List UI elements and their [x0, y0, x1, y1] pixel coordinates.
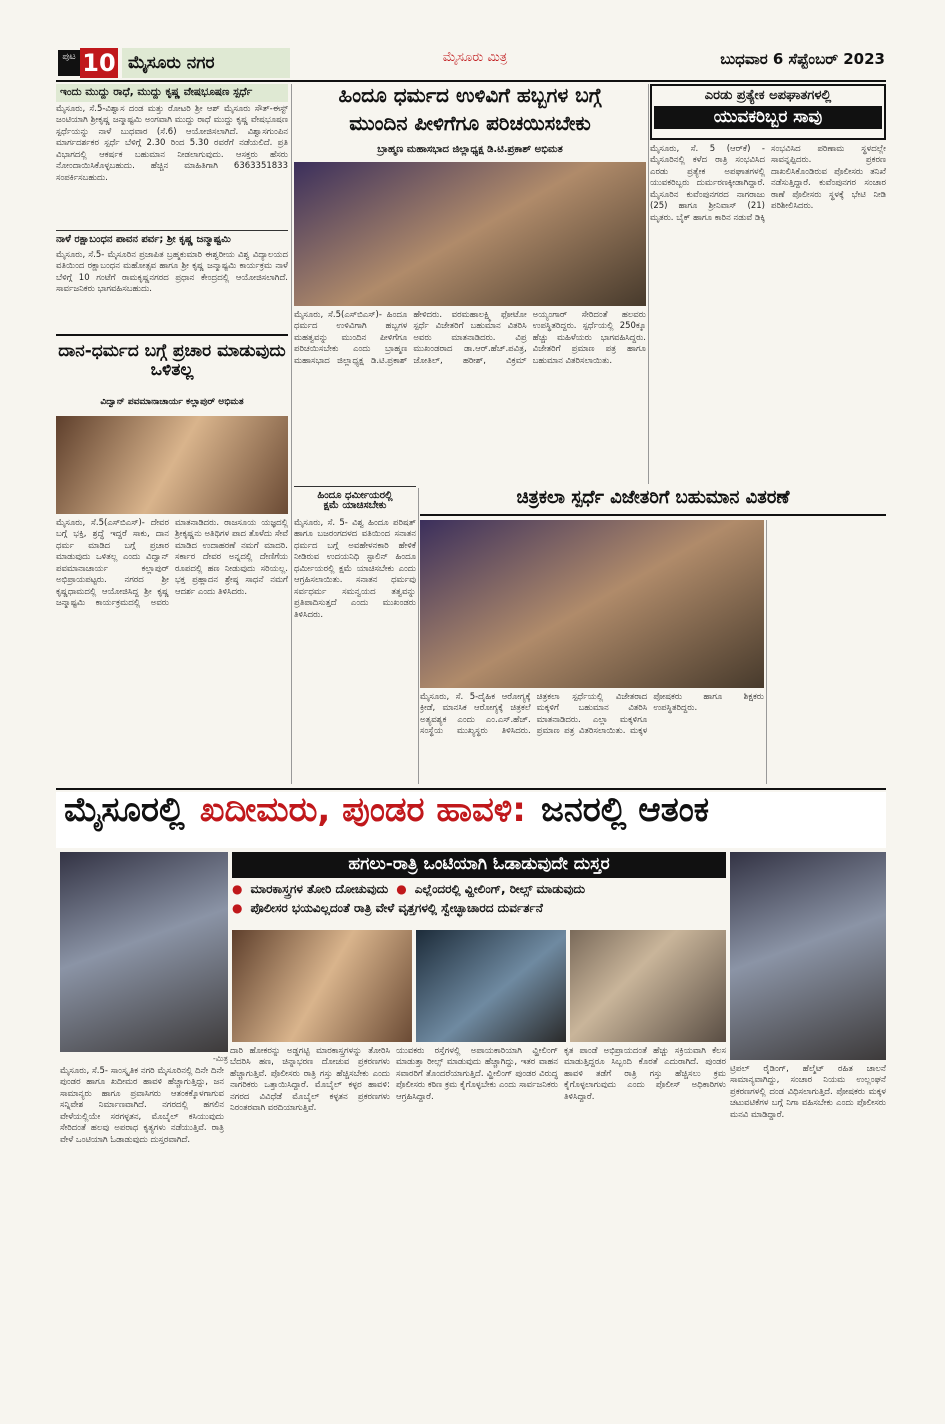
story8-triple-riding-photo — [60, 852, 228, 1052]
story8-cctv-photo — [416, 930, 566, 1042]
story5-headline-line1: ಎರಡು ಪ್ರತ್ಯೇಕ ಅಪಘಾತಗಳಲ್ಲಿ — [704, 88, 832, 103]
story8-credit: -ಮಿತ್ರ — [212, 1054, 228, 1063]
story4-headline-line1: ಹಿಂದೂ ಧರ್ಮದ ಉಳಿವಿಗೆ ಹಬ್ಬಗಳ ಬಗ್ಗೆ — [338, 83, 602, 107]
story8-body-col4: ಕೃತ ಪಾಂಡೆ ಅಭಿಪ್ರಾಯದಂತೆ ಹೆಚ್ಚು ಸಕ್ರಿಯವಾಗಿ ಕೆಲಸ ಮಾಡುತ್ತಿದ್ದರೂ ಸಿಬ್ಬಂದಿ ಕೊರತೆ ಎದುರಾಗಿದೆ. ಪುಂಡರ ಹಾವಳಿ ತಡೆಗೆ ರಾತ್ರಿ ಗಸ್ತು ಹೆಚ್ಚಿಸಲು ಕ್ರಮ ಕೈಗೊಳ್ಳಲಾಗುವುದು ಎಂದು ಪೊಲೀಸ್ ಅಧಿಕಾರಿಗಳು ತಿಳಿಸಿದ್ದಾರೆ. — [564, 1046, 726, 1102]
column-separator — [766, 520, 767, 784]
page-number: 10 — [80, 48, 118, 78]
story1-headline: ಇಂದು ಮುದ್ದು ರಾಧೆ, ಮುದ್ದು ಕೃಷ್ಣ ವೇಷಭೂಷಣ ಸ್ಪರ್ಧೆ — [60, 86, 253, 98]
story7-body-continued — [768, 520, 886, 784]
column-separator — [291, 84, 292, 784]
story7-body: ಮೈಸೂರು, ಸೆ. 5-ದೈಹಿಕ ಆರೋಗ್ಯಕ್ಕೆ ಕ್ರೀಡೆ, ಮಾನಸಿಕ ಆರೋಗ್ಯಕ್ಕೆ ಚಿತ್ರಕಲೆ ಅತ್ಯವಶ್ಯಕ ಎಂದು ಎಂ.ಎಸ್.ಹೆಚ್. ಸಂಸ್ಥೆಯ ಮುಖ್ಯಸ್ಥರು ತಿಳಿಸಿದರು. ಚಿತ್ರಕಲಾ ಸ್ಪರ್ಧೆಯಲ್ಲಿ ವಿಜೇತರಾದ ಮಕ್ಕಳಿಗೆ ಬಹುಮಾನ ವಿತರಿಸಿ ಮಾತನಾಡಿದರು. ಎಲ್ಲಾ ಮಕ್ಕಳಿಗೂ ಪ್ರಮಾಣ ಪತ್ರ ವಿತರಿಸಲಾಯಿತು. ಮಕ್ಕಳ ಪೋಷಕರು ಹಾಗೂ ಶಿಕ್ಷಕರು ಉಪಸ್ಥಿತರಿದ್ದರು. — [420, 692, 764, 737]
story8-subhead: ಹಗಲು-ರಾತ್ರಿ ಒಂಟಿಯಾಗಿ ಓಡಾಡುವುದೇ ದುಸ್ತರ — [232, 852, 726, 878]
story8-body-col2: ದಾರಿ ಹೋಕರನ್ನು ಅಡ್ಡಗಟ್ಟಿ ಮಾರಕಾಸ್ತ್ರಗಳನ್ನು ತೋರಿಸಿ ಬೆದರಿಸಿ ಹಣ, ಚಿನ್ನಾಭರಣ ದೋಚುವ ಪ್ರಕರಣಗಳು ಹೆಚ್ಚಾಗುತ್ತಿವೆ. ಪೊಲೀಸರು ರಾತ್ರಿ ಗಸ್ತು ಹೆಚ್ಚಿಸಬೇಕು ಎಂದು ನಾಗರಿಕರು ಒತ್ತಾಯಿಸಿದ್ದಾರೆ. ಮೊಬೈಲ್ ಕಳ್ಳರ ಹಾವಳಿ: ನಗರದ ವಿವಿಧೆಡೆ ಮೊಬೈಲ್ ಕಳ್ಳತನ ಪ್ರಕರಣಗಳು ನಿರಂತರವಾಗಿ ವರದಿಯಾಗುತ್ತಿವೆ. — [230, 1046, 390, 1114]
story3-body: ಮೈಸೂರು, ಸೆ.5(ಎಸ್‌ಬಿಎಸ್)- ದೇವರ ಬಗ್ಗೆ ಭಕ್ತಿ, ಶ್ರದ್ಧೆ ಇದ್ದರೆ ಸಾಕು, ದಾನ ಧರ್ಮ ಮಾಡಿದ ಬಗ್ಗೆ ಪ್ರಚಾರ ಮಾಡುವುದು ಒಳಿತಲ್ಲ ಎಂದು ವಿದ್ವಾನ್ ಪವಮಾನಾಚಾರ್ಯ ಕಲ್ಲಾಪುರ್ ಅಭಿಪ್ರಾಯಪಟ್ಟರು. ನಗರದ ಶ್ರೀ ಕೃಷ್ಣಧಾಮದಲ್ಲಿ ಆಯೋಜಿಸಿದ್ದ ಶ್ರೀ ಕೃಷ್ಣ ಜನ್ಮಾಷ್ಟಮಿ ಕಾರ್ಯಕ್ರಮದಲ್ಲಿ ಅವರು ಮಾತನಾಡಿದರು. ರಾಜಸೂಯ ಯಜ್ಞದಲ್ಲಿ ಶ್ರೀಕೃಷ್ಣನು ಅತಿಥಿಗಳ ಪಾದ ತೊಳೆದು ಸೇವೆ ಮಾಡಿದ ಉದಾಹರಣೆ ನಮಗೆ ಮಾದರಿ. ಸರ್ಕಾರ ದೇವರ ಅನ್ನದಲ್ಲಿ ದೇಣಿಗೆಯ ರೂಪದಲ್ಲಿ ಹಣ ನೀಡುವುದು ಸರಿಯಲ್ಲ. ಭಕ್ತ ಪ್ರಹ್ಲಾದನ ಶ್ರೇಷ್ಠ ಸಾಧನೆ ನಮಗೆ ಆದರ್ಶ ಎಂದು ತಿಳಿಸಿದರು. — [56, 518, 288, 609]
story8-body-col3: ಯುವಕರು ರಸ್ತೆಗಳಲ್ಲಿ ಅಪಾಯಕಾರಿಯಾಗಿ ವ್ಹೀಲಿಂಗ್ ಮಾಡುತ್ತಾ ರೀಲ್ಸ್ ಮಾಡುವುದು ಹೆಚ್ಚಾಗಿದ್ದು, ಇತರ ವಾಹನ ಸವಾರರಿಗೆ ತೊಂದರೆಯಾಗುತ್ತಿದೆ. ವ್ಹೀಲಿಂಗ್ ಪುಂಡರ ವಿರುದ್ಧ ಪೊಲೀಸರು ಕಠಿಣ ಕ್ರಮ ಕೈಗೊಳ್ಳಬೇಕು ಎಂದು ಸಾರ್ವಜನಿಕರು ಆಗ್ರಹಿಸಿದ್ದಾರೆ. — [396, 1046, 558, 1102]
story8-bullet3: ಪೊಲೀಸರ ಭಯವಿಲ್ಲದಂತೆ ರಾತ್ರಿ ವೇಳೆ ವೃತ್ತಗಳಲ್ಲಿ ಸ್ವೇಚ್ಛಾಚಾರದ ದುರ್ವರ್ತನೆ — [250, 901, 543, 915]
story5-body: ಮೈಸೂರು, ಸೆ. 5 (ಆರ್‌ಕೆ) - ಮೈಸೂರಿನಲ್ಲಿ ಕಳೆದ ರಾತ್ರಿ ಸಂಭವಿಸಿದ ಎರಡು ಪ್ರತ್ಯೇಕ ಅಪಘಾತಗಳಲ್ಲಿ ಯುವಕರಿಬ್ಬರು ದುರ್ಮರಣಕ್ಕೀಡಾಗಿದ್ದಾರೆ. ಮೈಸೂರಿನ ಕುವೆಂಪುನಗರದ ನಾಗರಾಜು (25) ಹಾಗೂ ಶ್ರೀನಿವಾಸ್ (21) ಮೃತರು. ಬೈಕ್ ಹಾಗೂ ಕಾರಿನ ನಡುವೆ ಡಿಕ್ಕಿ ಸಂಭವಿಸಿದ ಪರಿಣಾಮ ಸ್ಥಳದಲ್ಲೇ ಸಾವನ್ನಪ್ಪಿದರು. ಪ್ರಕರಣ ದಾಖಲಿಸಿಕೊಂಡಿರುವ ಪೊಲೀಸರು ತನಿಖೆ ನಡೆಸುತ್ತಿದ್ದಾರೆ. ಕುವೆಂಪುನಗರ ಸಂಚಾರ ಠಾಣೆ ಪೊಲೀಸರು ಸ್ಥಳಕ್ಕೆ ಭೇಟಿ ನೀಡಿ ಪರಿಶೀಲಿಸಿದರು. — [650, 144, 886, 223]
story8-wheeling-photo — [730, 852, 886, 1060]
story5-headline-box — [650, 84, 886, 140]
story8-bullet2: ಎಲ್ಲೆಂದರಲ್ಲಿ ವ್ಹೀಲಿಂಗ್, ರೀಲ್ಸ್ ಮಾಡುವುದು — [414, 882, 586, 896]
story7-headline: ಚಿತ್ರಕಲಾ ಸ್ಪರ್ಧೆ ವಿಜೇತರಿಗೆ ಬಹುಮಾನ ವಿತರಣೆ — [420, 488, 886, 516]
issue-date: ಬುಧವಾರ 6 ಸೆಪ್ಟೆಂಬರ್ 2023 — [720, 50, 885, 68]
story8-body-col5: ಟ್ರಿಪಲ್ ರೈಡಿಂಗ್, ಹೆಲ್ಮೆಟ್ ರಹಿತ ಚಾಲನೆ ಸಾಮಾನ್ಯವಾಗಿದ್ದು, ಸಂಚಾರ ನಿಯಮ ಉಲ್ಲಂಘನೆ ಪ್ರಕರಣಗಳಲ್ಲಿ ದಂಡ ವಿಧಿಸಲಾಗುತ್ತಿದೆ. ಪೋಷಕರು ಮಕ್ಕಳ ಚಟುವಟಿಕೆಗಳ ಬಗ್ಗೆ ನಿಗಾ ವಹಿಸಬೇಕು ಎಂದು ಪೊಲೀಸರು ಮನವಿ ಮಾಡಿದ್ದಾರೆ. — [730, 1064, 886, 1120]
column-separator — [648, 84, 649, 484]
story3-photo — [56, 416, 288, 514]
story4-group-photo — [294, 162, 646, 306]
story8-headline-part1: ಮೈಸೂರಲ್ಲಿ — [64, 790, 185, 830]
story5-headline-line2: ಯುವಕರಿಬ್ಬರ ಸಾವು — [654, 106, 882, 129]
story3-subhead: ವಿದ್ವಾನ್ ಪವಮಾನಾಚಾರ್ಯ ಕಲ್ಲಾಪುರ್ ಅಭಿಮತ — [100, 397, 244, 407]
story8-bullet1: ಮಾರಕಾಸ್ತ್ರಗಳ ತೋರಿ ದೋಚುವುದು — [250, 882, 389, 896]
bullet-icon: ● — [232, 901, 243, 915]
bullet-icon: ● — [396, 882, 407, 896]
header-rule — [56, 80, 886, 82]
story7-children-photo — [420, 520, 764, 688]
section-title: ಮೈಸೂರು ನಗರ — [122, 48, 290, 78]
story1-headline-bg — [56, 84, 288, 102]
page-label: ಪುಟ — [58, 50, 80, 76]
column-separator — [418, 488, 419, 784]
story8-headline — [56, 792, 886, 848]
story4-subhead: ಬ್ರಾಹ್ಮಣ ಮಹಾಸಭಾದ ಜಿಲ್ಲಾಧ್ಯಕ್ಷ ಡಿ.ಟಿ.ಪ್ರಕಾಶ್ ಅಭಿಮತ — [377, 144, 563, 155]
story2-body: ಮೈಸೂರು, ಸೆ.5- ಮೈಸೂರಿನ ಪ್ರಜಾಪಿತ ಬ್ರಹ್ಮಕುಮಾರಿ ಈಶ್ವರೀಯ ವಿಶ್ವ ವಿದ್ಯಾಲಯದ ವತಿಯಿಂದ ರಕ್ಷಾಬಂಧನ ಮಹೋತ್ಸವ ಹಾಗೂ ಶ್ರೀ ಕೃಷ್ಣ ಜನ್ಮಾಷ್ಟಮಿ ಕಾರ್ಯಕ್ರಮ ನಾಳೆ ಬೆಳಿಗ್ಗೆ 10 ಗಂಟೆಗೆ ರಾಮಕೃಷ್ಣನಗರದ ಪ್ರಧಾನ ಕೇಂದ್ರದಲ್ಲಿ ಆಯೋಜಿಸಲಾಗಿದೆ. ಸಾರ್ವಜನಿಕರು ಭಾಗವಹಿಸಬಹುದು. — [56, 250, 288, 295]
newspaper-masthead: ಮೈಸೂರು ಮಿತ್ರ — [442, 50, 508, 65]
story8-body-col1: ಮೈಸೂರು, ಸೆ.5- ಸಾಂಸ್ಕೃತಿಕ ನಗರಿ ಮೈಸೂರಿನಲ್ಲಿ ದಿನೇ ದಿನೇ ಪುಂಡರ ಹಾಗೂ ಖದೀಮರ ಹಾವಳಿ ಹೆಚ್ಚಾಗುತ್ತಿದ್ದು, ಜನ ಸಾಮಾನ್ಯರು ಹಾಗೂ ಪ್ರವಾಸಿಗರು ಆತಂಕಕ್ಕೊಳಗಾಗುವ ಸನ್ನಿವೇಶ ನಿರ್ಮಾಣವಾಗಿದೆ. ನಗರದಲ್ಲಿ ಹಗಲಿನ ವೇಳೆಯಲ್ಲಿಯೇ ಸರಗಳ್ಳತನ, ಮೊಬೈಲ್ ಕಸಿಯುವುದು ಸೇರಿದಂತೆ ಹಲವು ಅಪರಾಧ ಕೃತ್ಯಗಳು ನಡೆಯುತ್ತಿವೆ. ರಾತ್ರಿ ವೇಳೆ ಒಂಟಿಯಾಗಿ ಓಡಾಡುವುದು ದುಸ್ತರವಾಗಿದೆ. — [60, 1066, 224, 1145]
story6-body: ಮೈಸೂರು, ಸೆ. 5- ವಿಶ್ವ ಹಿಂದೂ ಪರಿಷತ್ ಹಾಗೂ ಬಜರಂಗದಳದ ವತಿಯಿಂದ ಸನಾತನ ಧರ್ಮದ ಬಗ್ಗೆ ಅವಹೇಳನಕಾರಿ ಹೇಳಿಕೆ ನೀಡಿರುವ ಉದಯನಿಧಿ ಸ್ಟಾಲಿನ್ ಹಿಂದೂ ಧರ್ಮೀಯರಲ್ಲಿ ಕ್ಷಮೆ ಯಾಚಿಸಬೇಕು ಎಂದು ಆಗ್ರಹಿಸಲಾಯಿತು. ಸನಾತನ ಧರ್ಮವು ಸರ್ವಧರ್ಮ ಸಮನ್ವಯದ ತತ್ವವನ್ನು ಪ್ರತಿಪಾದಿಸುತ್ತದೆ ಎಂದು ಮುಖಂಡರು ತಿಳಿಸಿದರು. — [294, 518, 416, 620]
story4-headline-line2: ಮುಂದಿನ ಪೀಳಿಗೆಗೂ ಪರಿಚಯಿಸಬೇಕು — [349, 111, 591, 135]
bullet-icon: ● — [232, 882, 243, 896]
story8-bag-photo — [570, 930, 726, 1042]
story3-headline: ದಾನ-ಧರ್ಮದ ಬಗ್ಗೆ ಪ್ರಚಾರ ಮಾಡುವುದು ಒಳಿತಲ್ಲ — [56, 334, 288, 394]
story2-headline: ನಾಳೆ ರಕ್ಷಾಬಂಧನ ಪಾವನ ಪರ್ವ; ಶ್ರೀ ಕೃಷ್ಣ ಜನ್ಮಾಷ್ಟಮಿ — [56, 230, 288, 248]
story8-headline-part2: ಖದೀಮರು, ಪುಂಡರ ಹಾವಳಿ: — [199, 790, 526, 830]
story8-bullets — [232, 882, 726, 926]
story6-headline-line2: ಕ್ಷಮೆ ಯಾಚಿಸಬೇಕು — [323, 500, 387, 511]
story4-body: ಮೈಸೂರು, ಸೆ.5(ಎಸ್‌ಬಿಎಸ್)- ಹಿಂದೂ ಧರ್ಮದ ಉಳಿವಿಗಾಗಿ ಹಬ್ಬಗಳ ಮಹತ್ವವನ್ನು ಮುಂದಿನ ಪೀಳಿಗೆಗೂ ಪರಿಚಯಿಸಬೇಕು ಎಂದು ಬ್ರಾಹ್ಮಣ ಮಹಾಸಭಾದ ಜಿಲ್ಲಾಧ್ಯಕ್ಷ ಡಿ.ಟಿ.ಪ್ರಕಾಶ್ ಹೇಳಿದರು. ವರಮಹಾಲಕ್ಷ್ಮಿ ಫೋಟೋ ಸ್ಪರ್ಧೆ ವಿಜೇತರಿಗೆ ಬಹುಮಾನ ವಿತರಿಸಿ ಅವರು ಮಾತನಾಡಿದರು. ವಿಪ್ರ ಮುಖಂಡರಾದ ಡಾ.ಆರ್.ಹೆಚ್.ಪವಿತ್ರ, ಜೋತಿಲ್, ಹರೀಶ್, ವಿಕ್ರಮ್ ಅಯ್ಯಂಗಾರ್ ಸೇರಿದಂತೆ ಹಲವರು ಉಪಸ್ಥಿತರಿದ್ದರು. ಸ್ಪರ್ಧೆಯಲ್ಲಿ 250ಕ್ಕೂ ಹೆಚ್ಚು ಮಹಿಳೆಯರು ಭಾಗವಹಿಸಿದ್ದರು. ವಿಜೇತರಿಗೆ ಪ್ರಮಾಣ ಪತ್ರ ಹಾಗೂ ಬಹುಮಾನ ವಿತರಿಸಲಾಯಿತು. — [294, 310, 646, 366]
story6-headline-line1: ಹಿಂದೂ ಧರ್ಮೀಯರಲ್ಲಿ — [294, 486, 416, 516]
story1-body: ಮೈಸೂರು, ಸೆ.5-ವಿಶ್ವಾಸ ದಂಡ ಮತ್ತು ರೋಟರಿ ಶ್ರೀ ಆಶ್ ಮೈಸೂರು ಸೌತ್-ಈಸ್ಟ್ ಜಂಟಿಯಾಗಿ ಶ್ರೀಕೃಷ್ಣ ಜನ್ಮಾಷ್ಟಮಿ ಅಂಗವಾಗಿ ಮುದ್ದು ರಾಧೆ ಮುದ್ದು ಕೃಷ್ಣ ವೇಷಭೂಷಣ ಸ್ಪರ್ಧೆಯನ್ನು ನಾಳೆ ಬುಧವಾರ (ಸೆ.6) ಆಯೋಜಿಸಲಾಗಿದೆ. ವಿಶ್ವಾಸಗುಂಪಿನ ಮಾರ್ಗದರ್ಶಕರ ಸ್ಪರ್ಧೆ ಬೆಳಿಗ್ಗೆ 2.30 ರಿಂದ 5.30 ರವರೆಗೆ ನಡೆಯಲಿದೆ. ಪ್ರತಿ ವಿಭಾಗದಲ್ಲಿ ಆಕರ್ಷಕ ಬಹುಮಾನ ನೀಡಲಾಗುವುದು. ಆಸಕ್ತರು ಹೆಸರು ನೋಂದಾಯಿಸಿಕೊಳ್ಳಬಹುದು. ಹೆಚ್ಚಿನ ಮಾಹಿತಿಗಾಗಿ 6363351833 ಸಂಪರ್ಕಿಸಬಹುದು. — [56, 104, 288, 183]
story8-headline-part3: ಜನರಲ್ಲಿ ಆತಂಕ — [541, 790, 710, 830]
story8-snatching-photo — [232, 930, 412, 1042]
